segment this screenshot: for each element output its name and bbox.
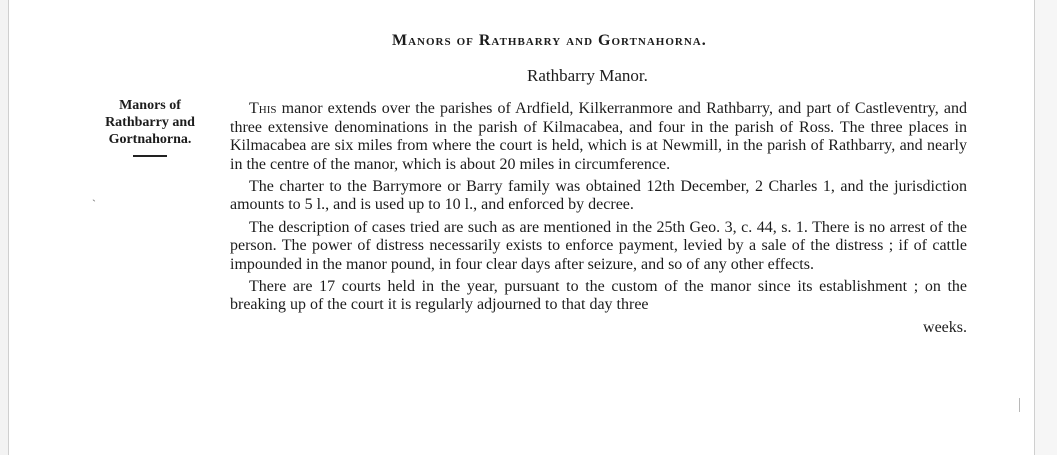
scan-speck: ˎ xyxy=(92,188,96,202)
section-title: Rathbarry Manor. xyxy=(527,66,648,85)
paragraph-4: There are 17 courts held in the year, pursuant to the custom of the manor since its establishment ; on the breaking up of the court it is regularly adjourned to that day three xyxy=(230,277,967,314)
body-text xyxy=(230,100,967,341)
paragraph-1-initial: This xyxy=(249,100,277,117)
running-head: Manors of Rathbarry and Gortnahorna. xyxy=(392,32,707,49)
paragraph-2: The charter to the Barrymore or Barry family was obtained 12th December, 2 Charles 1, and the jurisdiction amounts to 5 l., and is used up to 10 l., and enforced by decree. xyxy=(230,177,967,214)
paragraph-4-end: weeks. xyxy=(923,318,967,336)
side-note xyxy=(86,97,214,157)
side-note-line-1: Manors of xyxy=(119,98,181,113)
page-margin-strip xyxy=(1035,0,1057,455)
side-note-line-2: Rathbarry and xyxy=(105,115,195,130)
paragraph-1-text: manor extends over the parishes of Ardfield, Kilkerranmore and Rathbarry, and part of Castleventry, and three extensive denominations in the parish of Kilmacabea, and four in the parish of Ross. The three places in Kilmacabea are six miles from where the court is held, which is at Newmill, in the parish of Rathbarry, and nearly in the centre of the manor, which is about 20 miles in circumference. xyxy=(230,100,967,173)
scroll-marker xyxy=(1019,398,1020,412)
paragraph-3: The description of cases tried are such as are mentioned in the 25th Geo. 3, c. 44, s. 1. There is no arrest of the person. The power of distress necessarily exists to enforce payment, levied by a sale of the distress ; if of cattle impounded in the manor pound, in four clear days after seizure, and so of any other effects. xyxy=(230,218,967,273)
side-note-rule xyxy=(133,155,167,157)
paragraph-1 xyxy=(230,100,967,174)
side-note-line-3: Gortnahorna. xyxy=(108,132,192,147)
